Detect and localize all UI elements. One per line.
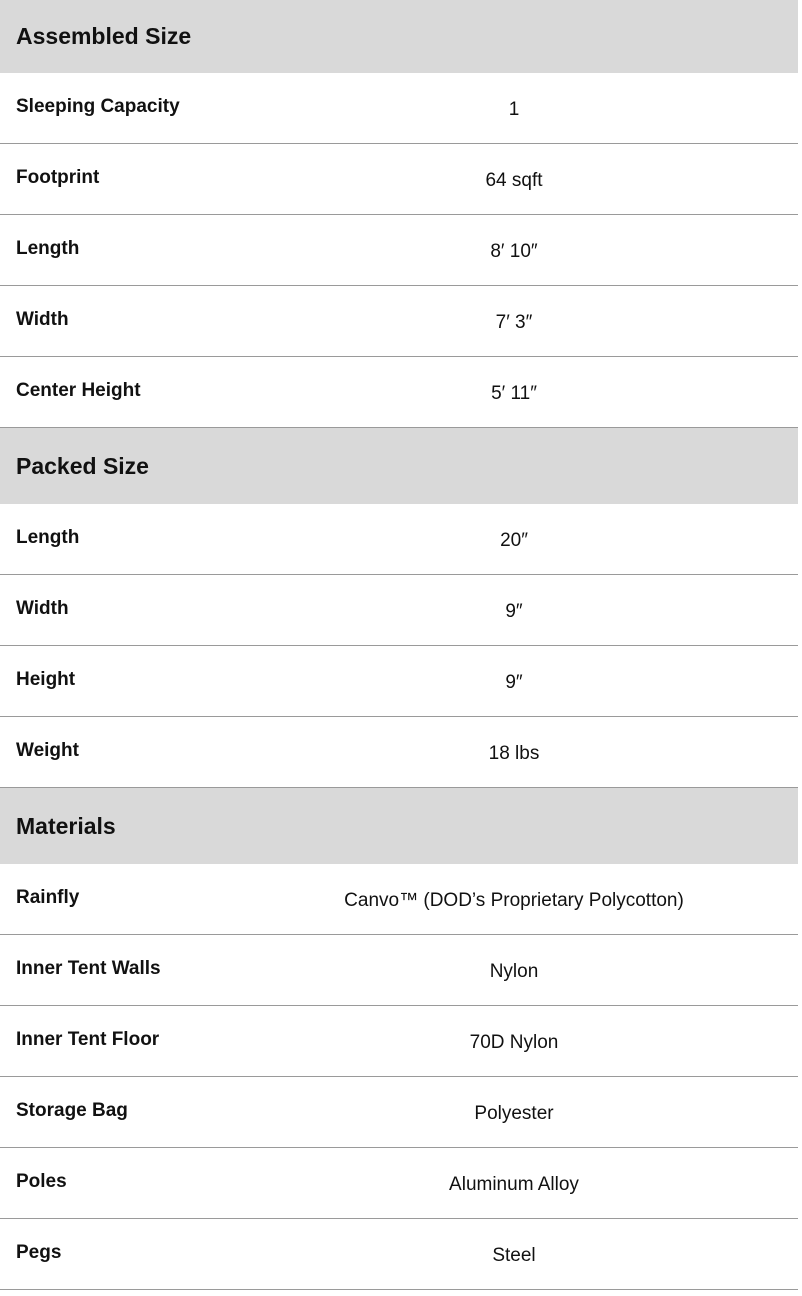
spec-label: Weight xyxy=(16,740,79,761)
spec-label: Poles xyxy=(16,1171,67,1192)
section-header-packed-size: Packed Size xyxy=(0,428,798,504)
section-header-assembled-size: Assembled Size xyxy=(0,0,798,73)
spec-label: Storage Bag xyxy=(16,1100,128,1121)
spec-label: Width xyxy=(16,598,69,619)
spec-value: Nylon xyxy=(489,961,539,982)
spec-row-sleeping-capacity xyxy=(0,73,798,144)
spec-value: 5′ 11″ xyxy=(491,383,537,404)
spec-label: Pegs xyxy=(16,1242,62,1263)
spec-row-center-height xyxy=(0,357,798,428)
section-header-materials: Materials xyxy=(0,788,798,864)
spec-label: Sleeping Capacity xyxy=(16,96,180,117)
spec-value: 8′ 10″ xyxy=(490,241,538,262)
spec-row-packed-length xyxy=(0,504,798,575)
spec-value: 20″ xyxy=(500,530,528,551)
spec-value: 9″ xyxy=(505,601,523,622)
spec-label: Footprint xyxy=(16,167,100,188)
spec-label: Rainfly xyxy=(16,887,80,908)
spec-row-storage-bag xyxy=(0,1077,798,1148)
spec-label: Height xyxy=(16,669,76,690)
spec-value: 1 xyxy=(508,99,520,120)
spec-label: Inner Tent Walls xyxy=(16,958,161,979)
spec-row-packed-height xyxy=(0,646,798,717)
spec-value: Polyester xyxy=(474,1103,554,1124)
spec-value: Aluminum Alloy xyxy=(449,1174,579,1195)
spec-label: Length xyxy=(16,527,80,548)
spec-row-weight xyxy=(0,717,798,788)
spec-row-length xyxy=(0,215,798,286)
spec-value: 7′ 3″ xyxy=(495,312,533,333)
spec-value: 9″ xyxy=(505,672,523,693)
spec-value: 64 sqft xyxy=(485,170,543,191)
spec-label: Length xyxy=(16,238,80,259)
spec-row-packed-width xyxy=(0,575,798,646)
spec-value: Canvo™ (DOD’s Proprietary Polycotton) xyxy=(344,890,684,911)
spec-row-inner-tent-walls xyxy=(0,935,798,1006)
spec-row-width xyxy=(0,286,798,357)
spec-row-footprint xyxy=(0,144,798,215)
spec-value: 18 lbs xyxy=(488,743,540,764)
spec-row-pegs xyxy=(0,1219,798,1290)
spec-value: 70D Nylon xyxy=(469,1032,559,1053)
spec-row-inner-tent-floor xyxy=(0,1006,798,1077)
spec-label: Width xyxy=(16,309,69,330)
spec-row-poles xyxy=(0,1148,798,1219)
spec-row-rainfly xyxy=(0,864,798,935)
spec-value: Steel xyxy=(492,1245,536,1266)
spec-label: Center Height xyxy=(16,380,141,401)
spec-label: Inner Tent Floor xyxy=(16,1029,160,1050)
